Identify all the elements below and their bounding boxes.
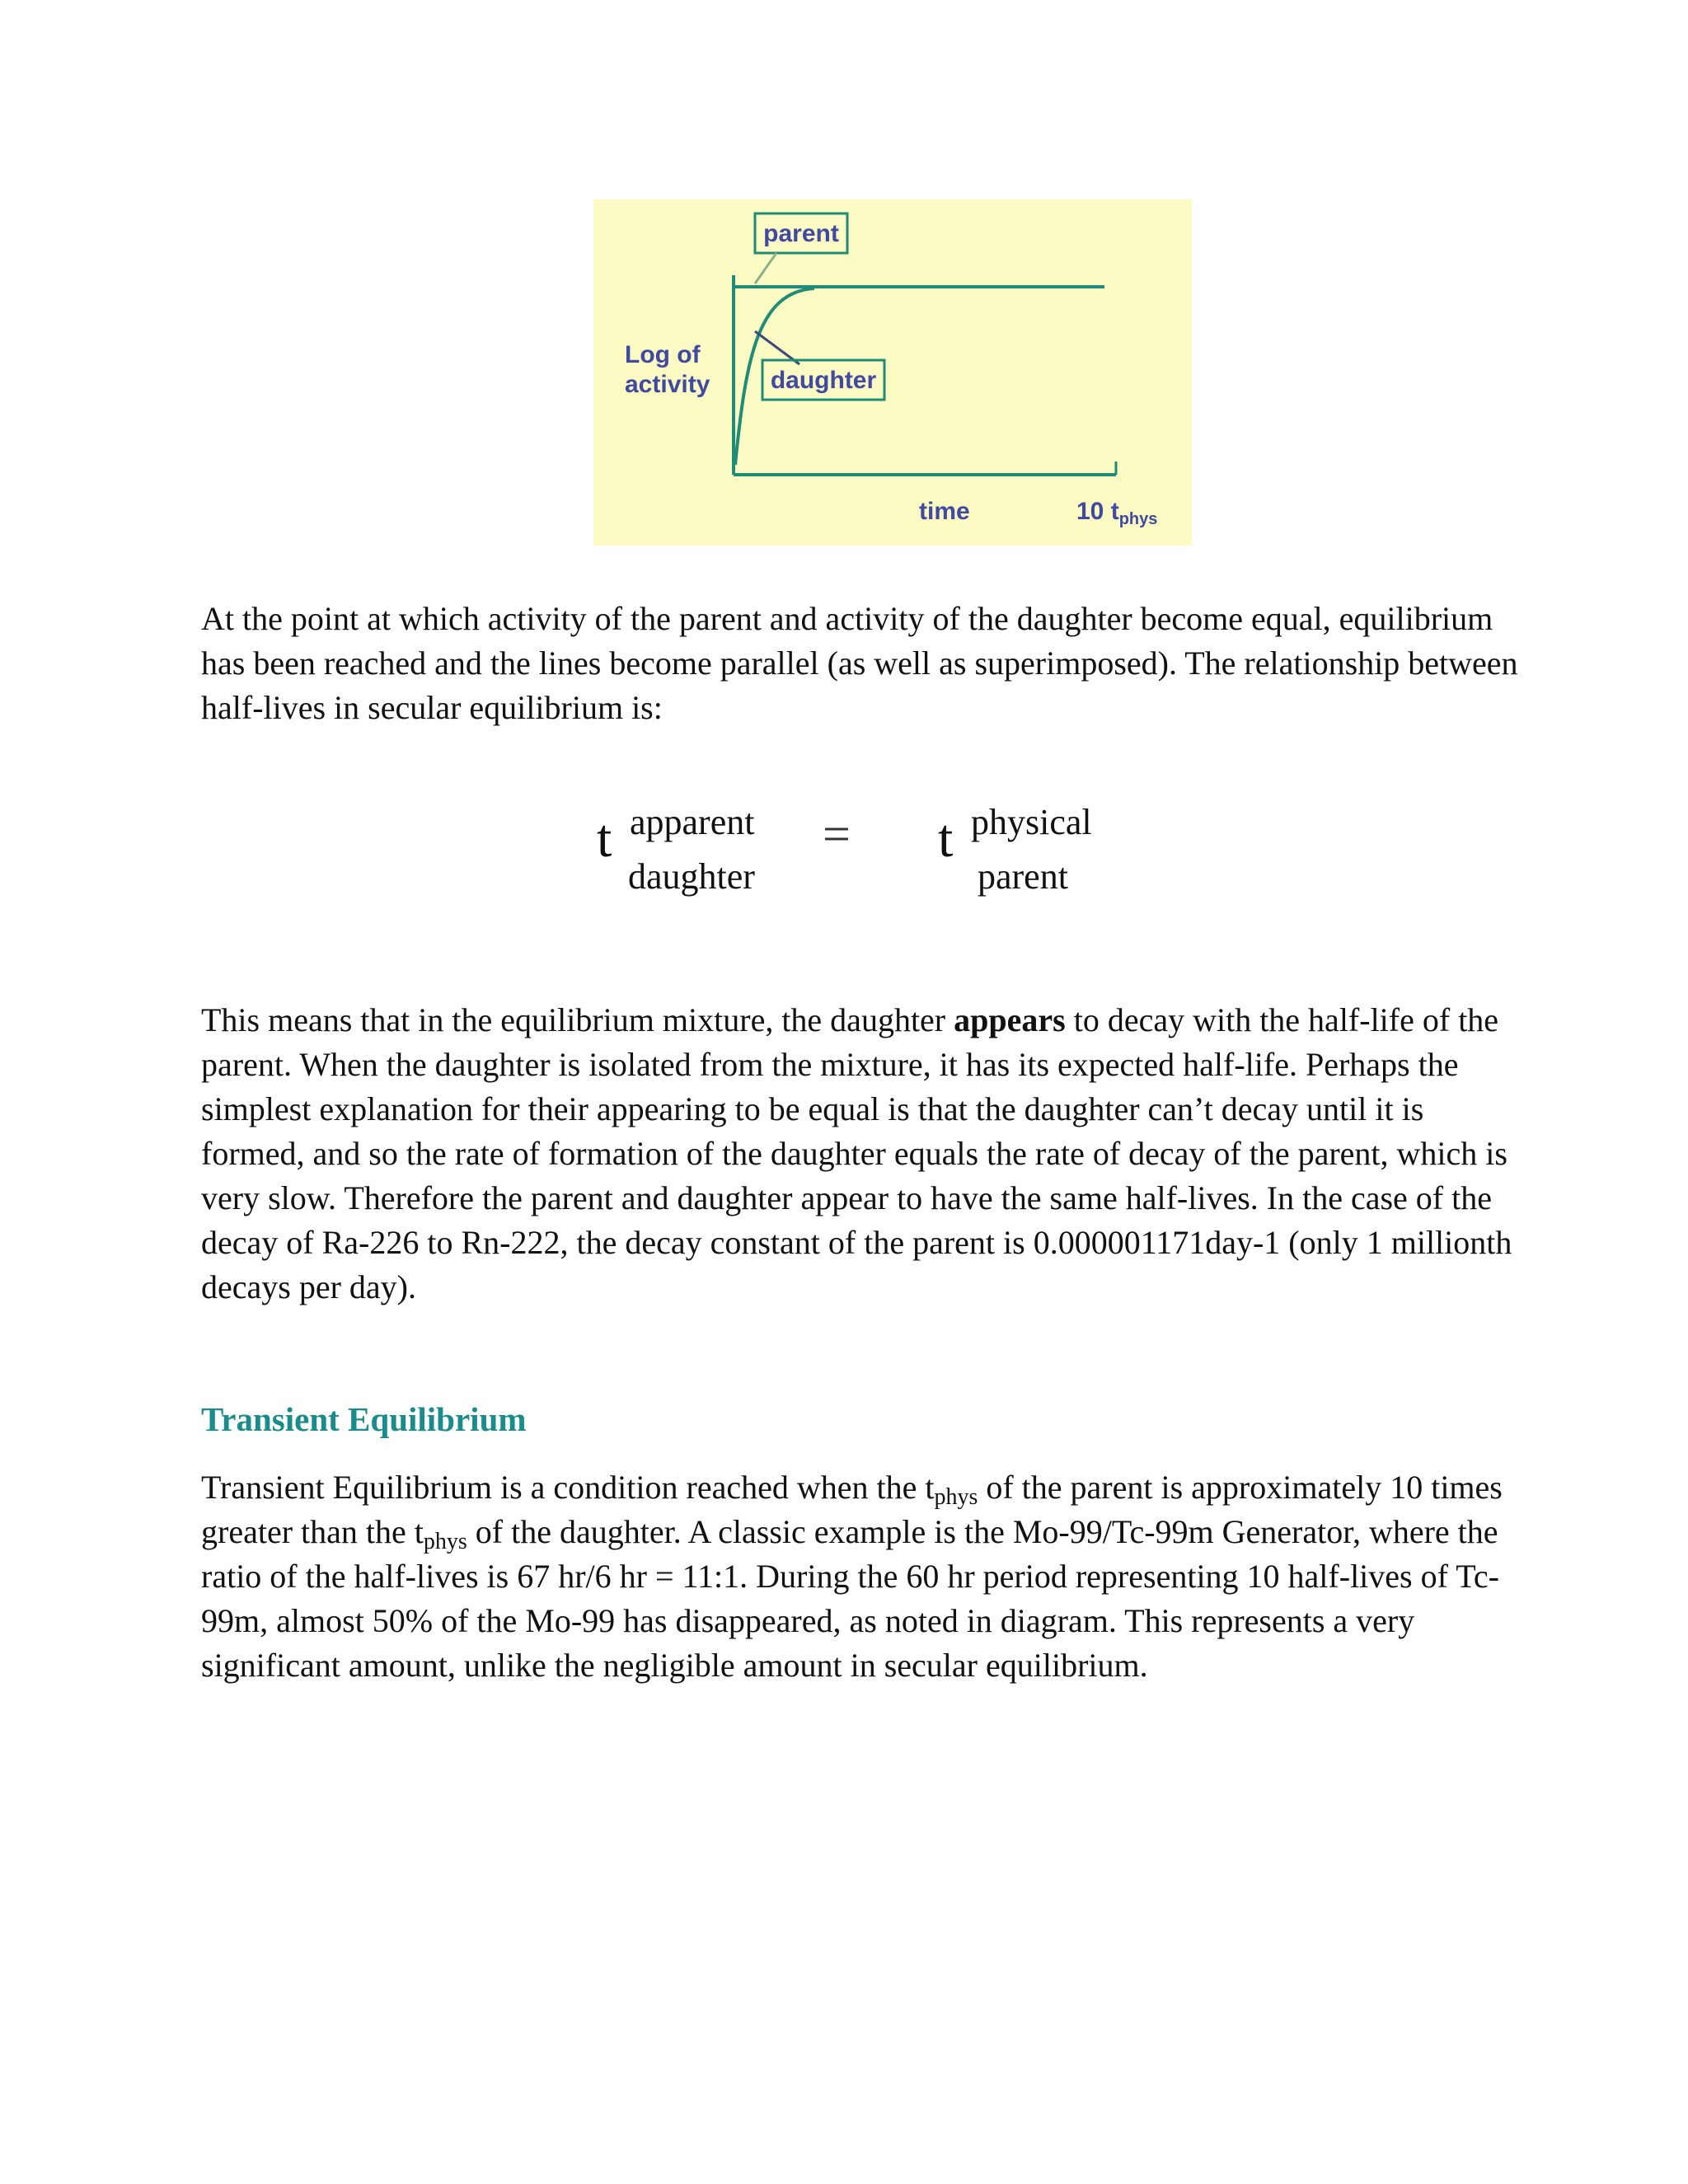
yaxis-label-line2: activity <box>625 371 710 398</box>
paragraph3-subscript1: phys <box>934 1484 978 1510</box>
xaxis-label: time <box>919 498 970 525</box>
paragraph-apparent-decay <box>201 998 1520 1310</box>
paragraph2-text-before: This means that in the equilibrium mixture, the daughter <box>201 1001 954 1038</box>
section-heading: Transient Equilibrium <box>201 1400 527 1438</box>
paragraph2-bold-word: appears <box>954 1001 1066 1038</box>
daughter-label: daughter <box>770 367 877 394</box>
paragraph-transient-equilibrium <box>201 1465 1520 1688</box>
equation-right-superscript: physical <box>971 802 1092 842</box>
paragraph3-part1: Transient Equilibrium is a condition reached when the t <box>201 1469 935 1506</box>
equation-right-subscript: parent <box>978 856 1068 897</box>
secular-equilibrium-diagram <box>593 199 1192 546</box>
equation-left-superscript: apparent <box>630 802 755 842</box>
parent-pointer <box>755 253 776 284</box>
paragraph2-text-after: to decay with the half-life of the parent. When the daughter is isolated from the mixture, it has its expected half-life. Perhaps the simplest explanation for their appearing to be equal is that the daughter can’t decay until it is formed, and so the rate of formation of the daughter equals the rate of decay of the parent, which is very slow. Therefore the parent and daughter appear to have the same half-lives. In the case of the decay of Ra-226 to Rn-222, the decay constant of the parent is 0.000001171day-1 (only 1 millionth decays per day). <box>201 1001 1512 1305</box>
equation-equals-sign: = <box>823 807 851 861</box>
diagram-svg <box>593 199 1192 546</box>
paragraph-secular-equilibrium-intro: At the point at which activity of the parent and activity of the daughter become equal, equilibrium has been reached and the lines become parallel (as well as superimposed). The relationship between half-lives in secular equilibrium is: <box>201 600 1518 726</box>
parent-label: parent <box>763 220 839 247</box>
half-life-equation <box>577 799 1154 907</box>
paragraph3-subscript2: phys <box>423 1529 467 1554</box>
paragraph3-part3: of the daughter. A classic example is the Mo-99/Tc-99m Generator, where the ratio of the half-lives is 67 hr/6 hr = 11:1. During the 60 hr period representing 10 half-lives of Tc-99m, almost 50% of the Mo-99 has disappeared, as noted in diagram. This represents a very significant amount, unlike the negligible amount in secular equilibrium. <box>201 1513 1499 1684</box>
equation-left-subscript: daughter <box>628 856 755 897</box>
tick-label: 10 $t_{phys}$ <box>1076 498 1158 528</box>
yaxis-label-line1: Log of <box>625 341 701 368</box>
equation-right-symbol: t <box>938 808 954 869</box>
equation-left-symbol: t <box>597 808 612 869</box>
paragraph3-part2: of the parent is approximately 10 times greater than the t <box>201 1469 1503 1550</box>
